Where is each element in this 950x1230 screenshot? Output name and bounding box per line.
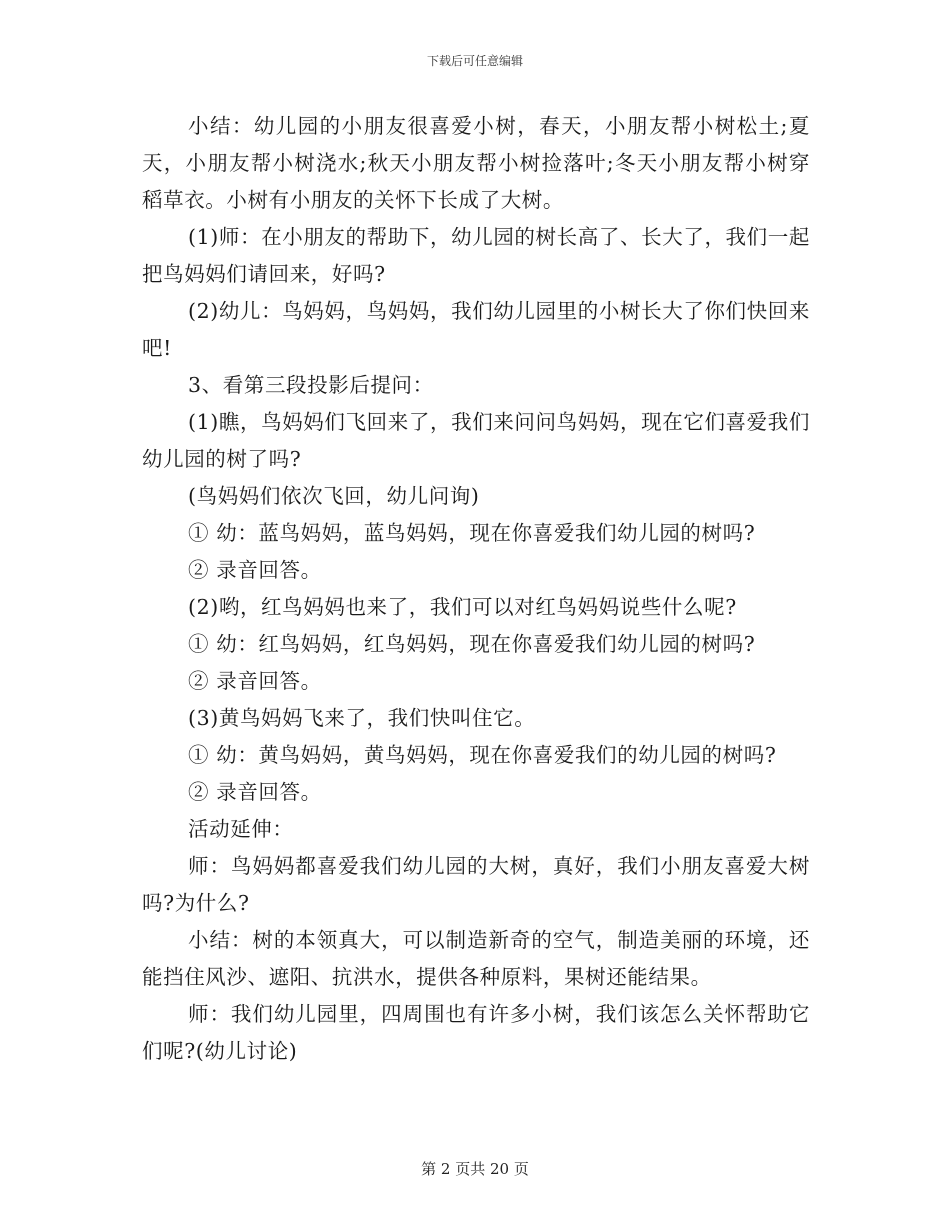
- list-item-blue-2: ② 录音回答。: [188, 558, 322, 582]
- paragraph-teacher-3: 师：我们幼儿园里，四周围也有许多小树，我们该怎么关怀帮助它们呢?(幼儿讨论): [142, 1002, 810, 1063]
- paragraph-question-1: (1)瞧，鸟妈妈们飞回来了，我们来问问鸟妈妈，现在它们喜爱我们幼儿园的树了吗?: [142, 410, 810, 471]
- paragraph-question-3: (3)黄鸟妈妈飞来了，我们快叫住它。: [188, 706, 536, 730]
- paragraph-teacher-1: (1)师：在小朋友的帮助下，幼儿园的树长高了、长大了，我们一起把鸟妈妈们请回来，好吗?: [142, 225, 810, 286]
- document-body: [142, 108, 810, 1070]
- paragraph-summary-2: 小结：树的本领真大，可以制造新奇的空气，制造美丽的环境，还能挡住风沙、遮阳、抗洪水，提供各种原料，果树还能结果。: [142, 928, 810, 989]
- paragraph-summary-1: 小结：幼儿园的小朋友很喜爱小树，春天，小朋友帮小树松土;夏天，小朋友帮小树浇水;秋天小朋友帮小树捡落叶;冬天小朋友帮小树穿稻草衣。小树有小朋友的关怀下长成了大树。: [142, 114, 810, 212]
- page-footer: 第 2 页共 20 页: [421, 1160, 529, 1178]
- list-item-yellow-2: ② 录音回答。: [188, 780, 322, 804]
- list-item-red-1: ① 幼：红鸟妈妈，红鸟妈妈，现在你喜爱我们幼儿园的树吗?: [188, 632, 756, 656]
- paragraph-question-2: (2)哟，红鸟妈妈也来了，我们可以对红鸟妈妈说些什么呢?: [188, 595, 737, 619]
- paragraph-note: (鸟妈妈们依次飞回，幼儿问询): [188, 484, 480, 508]
- paragraph-children-1: (2)幼儿：鸟妈妈，鸟妈妈，我们幼儿园里的小树长大了你们快回来吧!: [142, 299, 810, 360]
- paragraph-teacher-2: 师：鸟妈妈都喜爱我们幼儿园的大树，真好，我们小朋友喜爱大树吗?为什么?: [142, 854, 810, 915]
- section-heading-3: 3、看第三段投影后提问：: [188, 373, 434, 397]
- section-heading-extension: 活动延伸：: [188, 817, 294, 841]
- list-item-blue-1: ① 幼：蓝鸟妈妈，蓝鸟妈妈，现在你喜爱我们幼儿园的树吗?: [188, 521, 756, 545]
- page-header: 下载后可任意编辑: [426, 54, 523, 68]
- list-item-yellow-1: ① 幼：黄鸟妈妈，黄鸟妈妈，现在你喜爱我们的幼儿园的树吗?: [188, 743, 777, 767]
- list-item-red-2: ② 录音回答。: [188, 669, 322, 693]
